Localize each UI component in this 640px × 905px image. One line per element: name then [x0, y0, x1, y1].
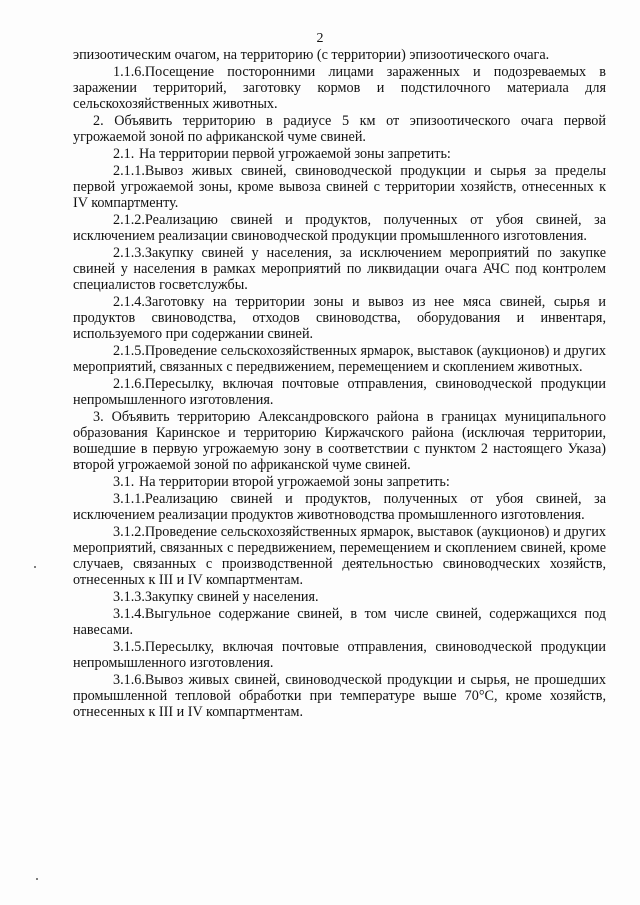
paragraph [73, 589, 606, 605]
paragraph-text: Вывоз живых свиней, свиноводческой продукции и сырья, не прошедших промышленной тепловой обработки при температуре выше 70°С, кроме хозяйств, отнесенных к III и IV компартментам. [73, 672, 606, 721]
paragraph [73, 524, 606, 588]
clause-number: 2.1. [113, 145, 135, 162]
page-number: 2 [316, 31, 324, 46]
scan-speck [34, 566, 36, 568]
paragraph-text: На территории второй угрожаемой зоны запретить: [139, 474, 450, 491]
paragraph-text: Выгульное содержание свиней, в том числе свиней, содержащихся под навесами. [73, 606, 606, 639]
paragraph-text: Реализацию свиней и продуктов, полученных от убоя свиней, за исключением реализации свиноводческой продукции промышленного изготовления. [73, 211, 606, 245]
paragraph [73, 409, 606, 473]
paragraph [73, 294, 606, 342]
paragraph-text: Посещение посторонними лицами зараженных и подозреваемых в заражении территорий, заготовку кормов и подстилочного материала для сельскохозяйственных животных. [73, 63, 606, 113]
paragraph [73, 606, 606, 638]
clause-number: 1.1.6. [113, 63, 145, 80]
paragraph-text: Закупку свиней у населения. [144, 589, 319, 606]
clause-number: 2.1.6. [113, 376, 145, 393]
clause-number: 2.1.4. [113, 293, 145, 310]
paragraph [73, 474, 606, 490]
paragraph-text: 3. Объявить территорию Александровского района в границах муниципального образования Каринское и территорию Киржачского района (исключая территории, вошедшие в первую угрожаемую зону в соответствии с пунктом 2 настоящего Указа) второй угрожаемой зоной по африканской чуме свиней. [73, 409, 606, 474]
document-body [73, 47, 606, 721]
paragraph [73, 245, 606, 293]
paragraph-text: Закупку свиней у населения, за исключением мероприятий по закупке свиней у населения в рамках мероприятий по ликвидации очага АЧС под контролем специалистов госветслужбы. [73, 244, 606, 294]
paragraph [73, 639, 606, 671]
clause-number: 2.1.2. [113, 211, 145, 228]
clause-number: 3.1.1. [113, 491, 145, 508]
paragraph-text: Проведение сельскохозяйственных ярмарок, выставок (аукционов) и других мероприятий, связанных с передвижением, перемещением и скоплением свиней, кроме случаев, связанных с производственной деятельностью свиноводческих хозяйств, отнесенных к III и IV компартментам. [73, 524, 606, 589]
clause-number: 3.1.4. [113, 606, 145, 623]
paragraph-text: 2. Объявить территорию в радиусе 5 км от эпизоотического очага первой угрожаемой зоной по африканской чуме свиней. [73, 112, 606, 146]
paragraph [73, 491, 606, 523]
paragraph-text: Реализацию свиней и продуктов, полученных от убоя свиней, за исключением реализации продуктов животноводства промышленного изготовления. [73, 491, 606, 524]
paragraph [73, 672, 606, 720]
paragraph [73, 163, 606, 211]
scan-speck [36, 878, 38, 880]
clause-number: 2.1.5. [113, 343, 145, 360]
clause-number: 3.1. [113, 474, 135, 491]
paragraph [73, 113, 606, 145]
clause-number: 3.1.2. [113, 524, 145, 541]
clause-number: 2.1.3. [113, 244, 145, 261]
paragraph-text: Пересылку, включая почтовые отправления, свиноводческой продукции непромышленного изготовления. [73, 376, 606, 409]
paragraph-text: На территории первой угрожаемой зоны запретить: [139, 145, 451, 162]
paragraph [73, 64, 606, 112]
paragraph-text: Пересылку, включая почтовые отправления, свиноводческой продукции непромышленного изготовления. [73, 639, 606, 672]
paragraph-text: Вывоз живых свиней, свиноводческой продукции и сырья за пределы первой угрожаемой зоны, кроме вывоза свиней с территории хозяйств, отнесенных к IV компартменту. [73, 162, 606, 212]
paragraph-text: Заготовку на территории зоны и вывоз из нее мяса свиней, сырья и продуктов свиноводства, отходов свиноводства, оборудования и инвентаря, используемого при содержании свиней. [73, 293, 606, 343]
clause-number: 3.1.6. [113, 672, 145, 689]
paragraph [73, 376, 606, 408]
paragraph-text: Проведение сельскохозяйственных ярмарок, выставок (аукционов) и других мероприятий, связанных с передвижением, перемещением и скоплением животных. [73, 343, 606, 376]
paragraph [73, 343, 606, 375]
clause-number: 2.1.1. [113, 162, 145, 179]
clause-number: 3.1.5. [113, 639, 145, 656]
paragraph [73, 47, 606, 63]
paragraph-text: эпизоотическим очагом, на территорию (с территории) эпизоотического очага. [73, 47, 550, 63]
paragraph [73, 212, 606, 244]
clause-number: 3.1.3. [113, 589, 145, 606]
paragraph [73, 146, 606, 162]
